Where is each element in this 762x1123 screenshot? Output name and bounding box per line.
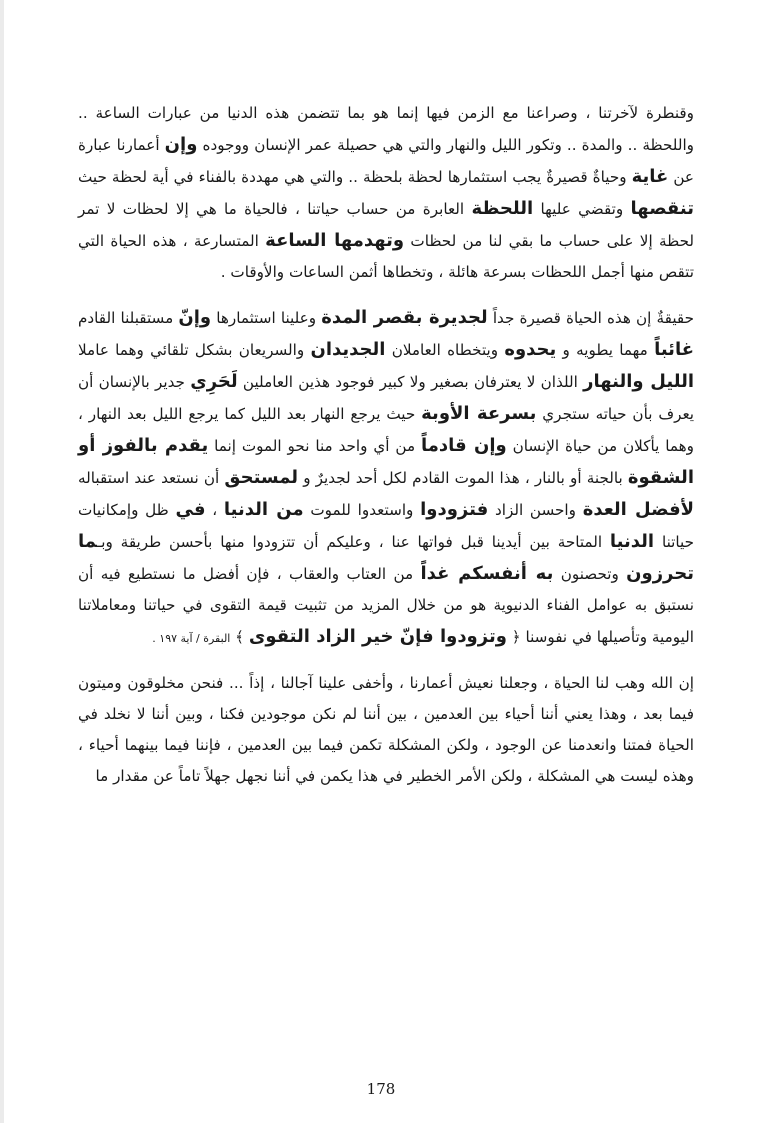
text-run: ﴾ xyxy=(230,628,249,646)
paragraph-3 xyxy=(78,668,694,792)
bold-phrase: لمستحق xyxy=(224,467,299,488)
bold-phrase: غائباً xyxy=(654,339,694,360)
text-run: جدير بالإنسان أن يعرف بأن حياته ستجري xyxy=(78,373,695,423)
bold-phrase: وتزودوا فإنّ خير الزاد التقوى xyxy=(248,626,507,647)
text-run: حيث يرجع النهار بعد الليل كما يرجع الليل بعد النهار ، وهما يأكلان من حياة الإنسان xyxy=(78,405,694,455)
verse-reference: البقرة / آية ١٩٧ . xyxy=(152,632,231,645)
text-run: واستعدوا للموت xyxy=(303,501,421,519)
bold-phrase: الليل والنهار xyxy=(583,371,694,392)
text-run: أن نستعد عند استقباله xyxy=(78,469,225,487)
text-run: ويتخطاه العاملان xyxy=(385,341,505,359)
text-run: المتسارعة ، هذه الحياة التي تتقص منها أجمل اللحظات بسرعة هائلة ، وتخطاها أثمن الساعات والأوقات . xyxy=(78,232,694,281)
bold-phrase: في xyxy=(175,499,206,520)
bold-phrase: لَحَرِي xyxy=(190,371,238,392)
text-run: بالجنة أو بالنار ، هذا الموت القادم لكل أحد لجديرٌ و xyxy=(298,469,628,487)
bold-phrase: وإن xyxy=(164,134,198,155)
bold-phrase: اللحظة xyxy=(471,198,534,219)
text-run: العابرة من حساب حياتنا ، فالحياة ما هي إلا لحظات لا تمر لحظة إلا على حساب ما بقي لنا من لحظات xyxy=(78,200,694,250)
text-run: مستقبلنا القادم xyxy=(78,309,179,327)
page-number: 178 xyxy=(366,1080,396,1098)
page-edge-shadow xyxy=(0,0,4,1123)
text-run: وعلينا استثمارها xyxy=(211,309,322,327)
text-run: حقيقةٌ إن هذه الحياة قصيرة جداً xyxy=(487,309,694,327)
text-run: من العتاب والعقاب ، فإن أفضل ما نستطيع فيه أن نستبق به عوامل الفناء الدنيوية هو من خلال المزيد من تثبيت قيمة التقوى في حياتنا ومعاملاتنا اليومية وتأصيلها في نفوسنا ﴿ xyxy=(78,565,694,646)
text-run: وتقضي عليها xyxy=(533,200,631,218)
text-run: ، xyxy=(205,501,224,519)
bold-phrase: الجديدان xyxy=(310,339,386,360)
paragraph-2 xyxy=(78,302,694,654)
bold-phrase: ما تحرزون xyxy=(78,531,694,584)
bold-phrase: تنقصها xyxy=(630,198,694,219)
bold-phrase: من الدنيا xyxy=(223,499,304,520)
text-run: مهما يطويه و xyxy=(556,341,655,359)
text-run: المتاحة بين أيدينا قبل فواتها عنا ، وعليكم أن تتزودوا منها بأحسن طريقة وبـ xyxy=(96,533,610,551)
bold-phrase: غاية xyxy=(631,166,669,187)
text-run: وحياةٌ قصيرةٌ يجب استثمارها لحظة بلحظة .. والتي هي مهددة بالفناء في أية لحظة حيث xyxy=(78,168,632,186)
bold-phrase: يحدوه xyxy=(504,339,557,360)
bold-phrase: يقدم بالفوز أو الشقوة xyxy=(78,435,694,488)
bold-phrase: فتزودوا xyxy=(420,499,489,520)
text-run: إن الله وهب لنا الحياة ، وجعلنا نعيش أعمارنا ، وأخفى علينا آجالنا ، إذاً ... فنحن مخلوقون وميتون فيما بعد ، وهذا يعني أننا أحياء بين العدمين ، بين أننا لم نكن موجودين فكنا ، وبين أننا لا نخلد في الحياة فمتنا وانعدمنا عن الوجود ، ولكن المشكلة تكمن فيما بين العدمين ، فإننا فيما بينهما أحياء ، وهذه ليست هي المشكلة ، ولكن الأمر الخطير في هذا يكمن في أننا نجهل جهلاً تاماً عن مقدار ما xyxy=(78,674,694,785)
bold-phrase: وإنّ xyxy=(178,307,212,328)
bold-phrase: به أنفسكم غداً xyxy=(420,563,554,584)
text-run: ظل وإمكانيات حياتنا xyxy=(78,501,694,551)
bold-phrase: لأفضل العدة xyxy=(582,499,695,520)
text-run: وتحصنون xyxy=(553,565,627,583)
bold-phrase: لجديرة بقصر المدة xyxy=(321,307,488,328)
bold-phrase: الدنيا xyxy=(609,531,655,552)
text-run: واحسن الزاد xyxy=(488,501,583,519)
bold-phrase: وتهدمها الساعة xyxy=(265,230,405,251)
text-run: اللذان لا يعترفان بصغير ولا كبير فوجود هذين العاملين xyxy=(237,373,584,391)
text-run: والسريعان بشكل تلقائي وهما عاملا xyxy=(78,341,311,359)
paragraph-1 xyxy=(78,98,694,288)
bold-phrase: بسرعة الأوبة xyxy=(421,403,537,424)
text-run: وقنطرة لآخرتنا ، وصراعنا مع الزمن فيها إنما هو بما تتضمن هذه الدنيا من عبارات الساعة .. واللحظة .. والمدة .. وتكور الليل والنهار والتي هي حصيلة عمر الإنسان ووجوده xyxy=(78,104,694,154)
text-run: من أي واحد منا نحو الموت إنما xyxy=(208,437,421,455)
bold-phrase: وإن قادماً xyxy=(420,435,507,456)
text-run: أعمارنا عبارة عن xyxy=(78,136,694,186)
